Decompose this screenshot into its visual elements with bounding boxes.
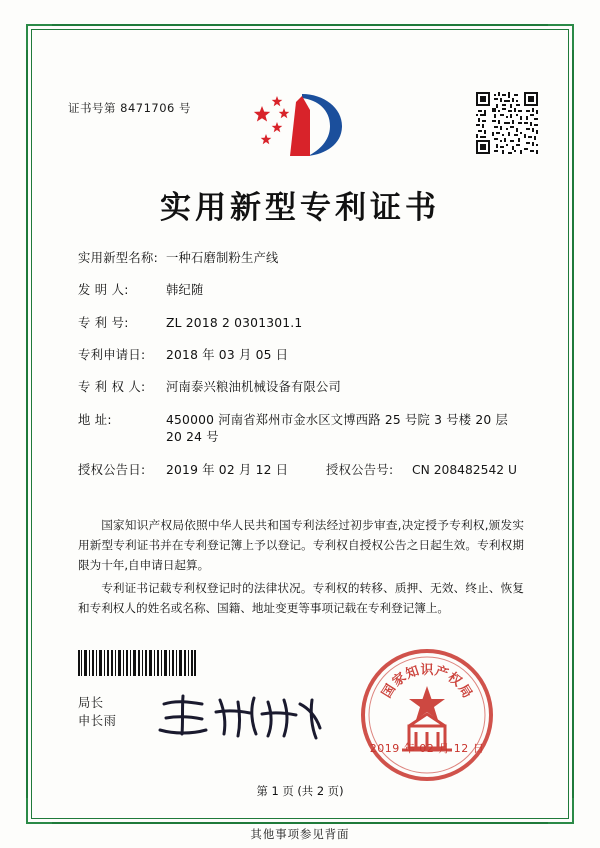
- qr-code-icon: [476, 92, 538, 154]
- svg-text:权: 权: [444, 670, 465, 690]
- field-label-announcement-date: 授权公告日:: [78, 462, 146, 477]
- field-value-announcement-number: CN 208482542 U: [412, 462, 518, 477]
- field-value: ZL 2018 2 0301301.1: [166, 315, 303, 330]
- svg-text:识: 识: [420, 663, 434, 678]
- svg-text:家: 家: [389, 670, 410, 690]
- field-row-utility-model-name: [78, 250, 524, 268]
- official-seal-icon: [352, 640, 502, 790]
- page-indicator: 第 1 页 (共 2 页): [256, 784, 344, 798]
- legal-paragraph-2: 专利证书记载专利权登记时的法律状况。专利权的转移、质押、无效、终止、恢复和专利权人的姓名或名称、国籍、地址变更等事项记载在专利登记簿上。: [78, 580, 524, 615]
- svg-text:国: 国: [379, 681, 400, 701]
- barcode-icon: [78, 650, 196, 676]
- field-row-patent-number: [78, 315, 524, 333]
- field-row-address: [78, 412, 524, 448]
- field-label: 实用新型名称:: [78, 251, 159, 265]
- corner-ornament-bottom-left: [26, 798, 52, 824]
- cnipa-logo-icon: [246, 88, 354, 160]
- signature-name: 申长雨: [78, 714, 117, 729]
- signature-block: [78, 694, 116, 731]
- field-label: 专利申请日:: [78, 347, 146, 362]
- footer-note: 其他事项参见背面: [250, 827, 350, 841]
- field-label: 专 利 号:: [78, 315, 129, 330]
- field-value: 河南泰兴粮油机械设备有限公司: [166, 380, 341, 395]
- field-label-announcement-number: 授权公告号:: [326, 462, 394, 477]
- field-value-announcement-date: 2019 年 02 月 12 日: [166, 462, 289, 477]
- field-row-inventor: [78, 282, 524, 300]
- field-row-patentee: [78, 379, 524, 397]
- signature-title: 局长: [78, 696, 104, 710]
- certificate-fields: [78, 250, 524, 494]
- svg-text:局: 局: [454, 681, 475, 701]
- svg-text:知: 知: [403, 663, 422, 683]
- legal-paragraphs: [78, 516, 524, 622]
- corner-ornament-top-right: [548, 24, 574, 50]
- corner-ornament-top-left: [26, 24, 52, 50]
- legal-paragraph-1: 国家知识产权局依照中华人民共和国专利法经过初步审查,决定授予专利权,颁发实用新型专利证书并在专利登记簿上予以登记。专利权自授权公告之日起生效。专利权期限为十年,自申请日起算。: [78, 518, 524, 572]
- field-value: 一种石磨制粉生产线: [166, 251, 279, 265]
- field-row-announcement: [78, 462, 524, 480]
- handwritten-signature-icon: [150, 690, 335, 746]
- field-value: 450000 河南省郑州市金水区文博西路 25 号院 3 号楼 20 层 20 24 号: [166, 412, 508, 445]
- field-label: 发 明 人:: [78, 283, 129, 298]
- field-label: 地 址:: [78, 412, 112, 427]
- svg-text:产: 产: [432, 663, 451, 683]
- field-row-application-date: [78, 347, 524, 365]
- page-title: 实用新型专利证书: [160, 190, 440, 226]
- certificate-number: 证书号第 8471706 号: [68, 101, 192, 115]
- seal-date: 2019 年 02 月 12 日: [369, 742, 485, 755]
- corner-ornament-bottom-right: [548, 798, 574, 824]
- field-value: 2018 年 03 月 05 日: [166, 347, 289, 362]
- field-label: 专 利 权 人:: [78, 380, 146, 395]
- field-value: 韩纪随: [166, 283, 204, 298]
